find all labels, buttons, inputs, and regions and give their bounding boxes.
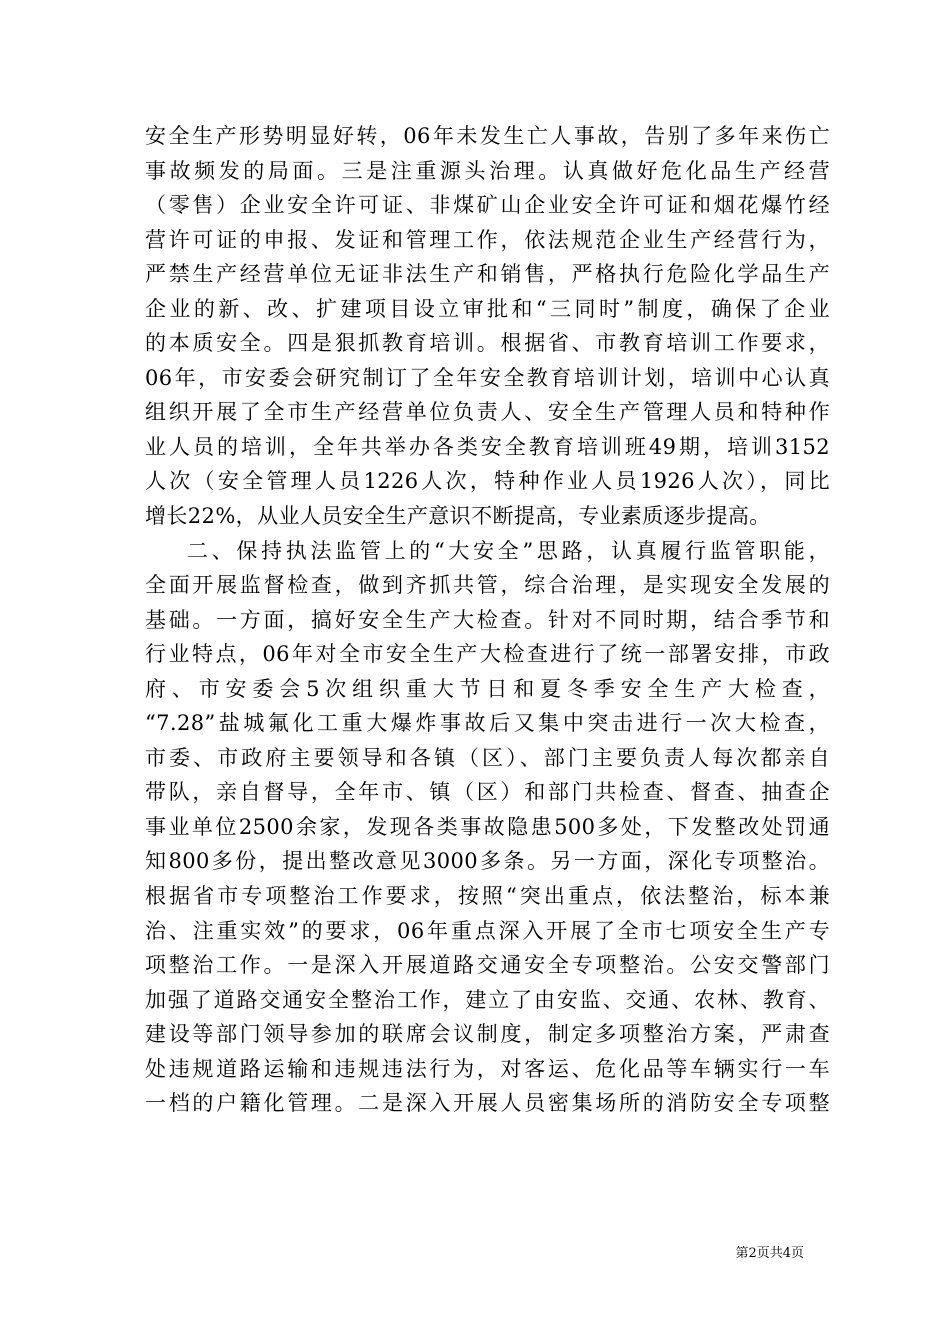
text-line: 带队，亲自督导，全年市、镇（区）和部门共检查、督查、抽查企: [145, 780, 830, 805]
text-line: 府、市安委会5次组织重大节日和夏冬季安全生产大检查，: [145, 676, 830, 701]
text-line: 基础。一方面，搞好安全生产大检查。针对不同时期，结合季节和: [145, 607, 830, 632]
text-line: 安全生产形势明显好转，06年未发生亡人事故，告别了多年来伤亡: [145, 124, 830, 148]
text-line: 治、注重实效”的要求，06年重点深入开展了全市七项安全生产专: [145, 918, 830, 943]
text-line: 市委、市政府主要领导和各镇（区）、部门主要负责人每次都亲自: [145, 745, 830, 770]
text-line: 项整治工作。一是深入开展道路交通安全专项整治。公安交警部门: [145, 953, 830, 978]
text-line: 人次（安全管理人员1226人次，特种作业人员1926人次），同比: [145, 469, 830, 494]
text-line: 企业的新、改、扩建项目设立审批和“三同时”制度，确保了企业: [145, 296, 830, 321]
text-line: 业人员的培训，全年共举办各类安全教育培训班49期，培训3152: [145, 434, 830, 459]
text-line: 处违规道路运输和违规违法行为，对客运、危化品等车辆实行一车: [145, 1056, 830, 1081]
page-number-footer: 第2页共4页: [735, 1246, 804, 1261]
text-line: “7.28”盐城氟化工重大爆炸事故后又集中突击进行一次大检查，: [145, 711, 830, 736]
text-line: 事业单位2500余家，发现各类事故隐患500多处，下发整改处罚通: [145, 814, 830, 839]
text-line: 营许可证的申报、发证和管理工作，依法规范企业生产经营行为，: [145, 227, 830, 252]
text-line: 一档的户籍化管理。二是深入开展人员密集场所的消防安全专项整: [145, 1091, 830, 1116]
text-line: 的本质安全。四是狠抓教育培训。根据省、市教育培训工作要求，: [145, 331, 830, 356]
text-line: 根据省市专项整治工作要求，按照“突出重点，依法整治，标本兼: [145, 884, 830, 909]
text-line: 加强了道路交通安全整治工作，建立了由安监、交通、农林、教育、: [145, 987, 830, 1012]
text-line: 组织开展了全市生产经营单位负责人、安全生产管理人员和特种作: [145, 400, 830, 425]
text-line: 事故频发的局面。三是注重源头治理。认真做好危化品生产经营: [145, 158, 830, 183]
text-line: 二、保持执法监管上的“大安全”思路，认真履行监管职能，: [187, 538, 830, 563]
text-line: 建设等部门领导参加的联席会议制度，制定多项整治方案，严肃查: [145, 1022, 830, 1047]
body-text: [145, 119, 830, 1121]
text-line: （零售）企业安全许可证、非煤矿山企业安全许可证和烟花爆竹经: [145, 193, 830, 218]
text-line: 行业特点，06年对全市安全生产大检查进行了统一部署安排，市政: [145, 642, 830, 667]
text-line: 知800多份，提出整改意见3000多条。另一方面，深化专项整治。: [145, 849, 830, 874]
text-line: 全面开展监督检查，做到齐抓共管，综合治理，是实现安全发展的: [145, 573, 830, 598]
text-line: 严禁生产经营单位无证非法生产和销售，严格执行危险化学品生产: [145, 262, 830, 287]
text-line: 增长22%，从业人员安全生产意识不断提高，专业素质逐步提高。: [145, 504, 771, 529]
text-line: 06年，市安委会研究制订了全年安全教育培训计划，培训中心认真: [145, 365, 830, 390]
